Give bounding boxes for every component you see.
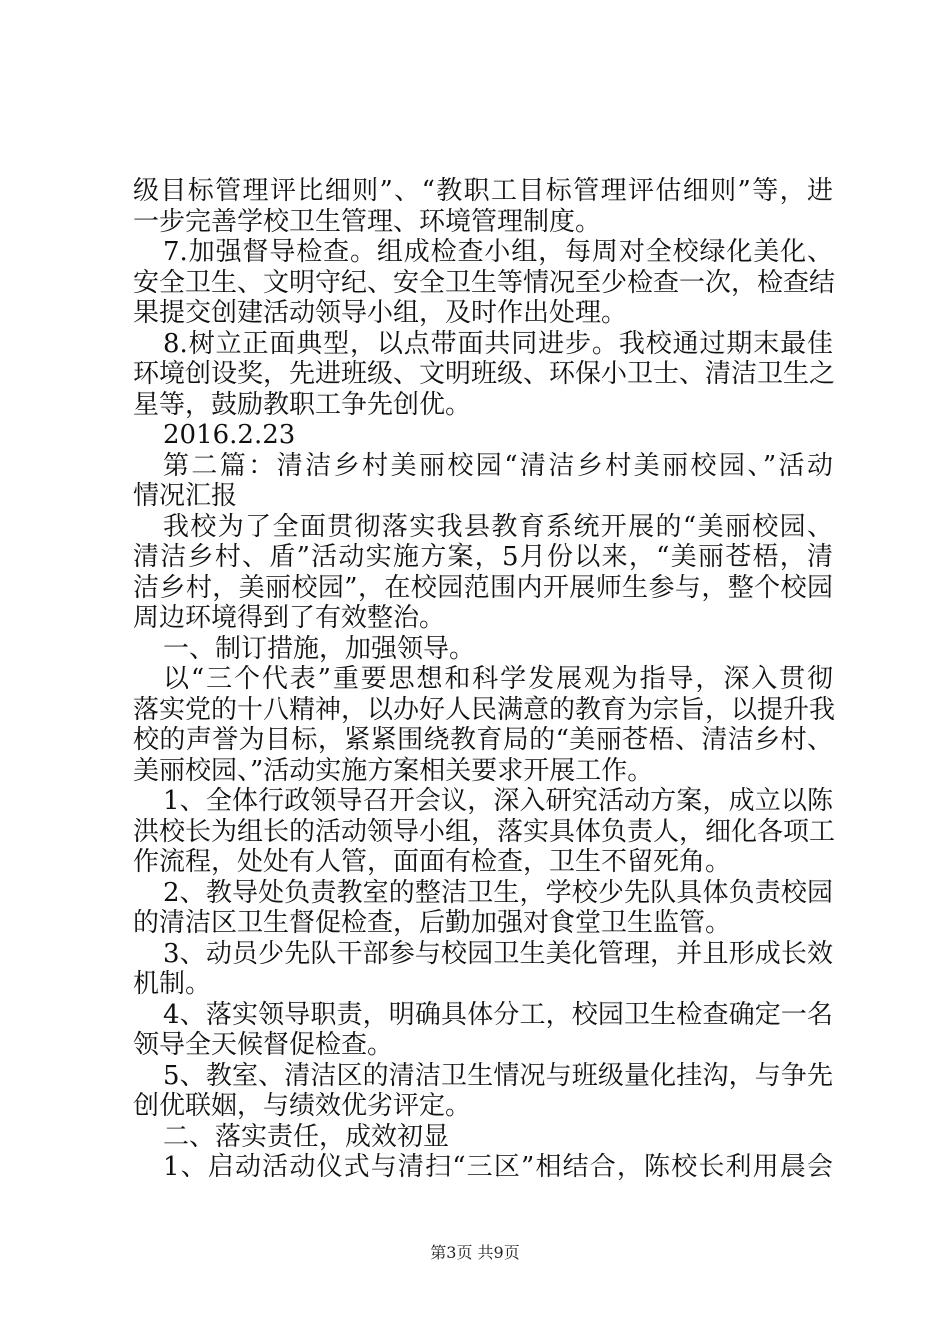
text-line: 作流程，处处有人管，面面有检查，卫生不留死角。 [133, 847, 732, 877]
text-line: 5、教室、清洁区的清洁卫生情况与班级量化挂沟，与争先 [163, 1060, 833, 1091]
text-line: 一步完善学校卫生管理、环境管理制度。 [133, 206, 602, 237]
text-line: 机制。 [133, 969, 212, 999]
page-footer: 第3页 共9页 [430, 1243, 520, 1262]
text-line: 情况汇报 [133, 481, 238, 511]
text-line: 3、动员少先队干部参与校园卫生美化管理，并且形成长效 [163, 938, 833, 969]
text-line: 1、启动活动仪式与清扫“三区”相结合，陈校长利用晨会 [163, 1152, 833, 1182]
text-line: 2、教导处负责教室的整洁卫生，学校少先队具体负责校园 [163, 877, 833, 908]
text-line: 创优联姻，与绩效优劣评定。 [133, 1091, 472, 1121]
text-line: 7.加强督导检查。组成检查小组，每周对全校绿化美化、 [163, 237, 833, 267]
text-line: 安全卫生、文明守纪、安全卫生等情况至少检查一次，检查结 [133, 267, 836, 298]
text-line: 洪校长为组长的活动领导小组，落实具体负责人，细化各项工 [133, 816, 836, 847]
text-line: 领导全天候督促检查。 [133, 1030, 394, 1060]
text-line: 的清洁区卫生督促检查，后勤加强对食堂卫生监管。 [133, 908, 732, 938]
text-line: 洁乡村，美丽校园”，在校园范围内开展师生参与，整个校园 [133, 572, 833, 603]
text-line: 2016.2.23 [163, 420, 296, 450]
text-line: 一、制订措施，加强领导。 [163, 633, 476, 664]
text-line: 4、落实领导职责，明确具体分工，校园卫生检查确定一名 [163, 999, 833, 1030]
document-body [133, 176, 836, 1183]
text-line: 美丽校园、”活动实施方案相关要求开展工作。 [133, 755, 654, 786]
text-line: 周边环境得到了有效整治。 [133, 603, 446, 633]
text-line: 果提交创建活动领导小组，及时作出处理。 [133, 298, 628, 328]
text-line: 级目标管理评比细则”、“教职工目标管理评估细则”等，进 [133, 176, 833, 206]
text-line: 1、全体行政领导召开会议，深入研究活动方案，成立以陈 [163, 786, 833, 816]
text-line: 清洁乡村、盾”活动实施方案，5月份以来，“美丽苍梧，清 [133, 542, 833, 572]
text-line: 二、落实责任，成效初显 [163, 1121, 450, 1152]
text-line: 星等，鼓励教职工争先创优。 [133, 389, 472, 420]
text-line: 8.树立正面典型，以点带面共同进步。我校通过期末最佳 [163, 328, 833, 359]
text-line: 以“三个代表”重要思想和科学发展观为指导，深入贯彻 [163, 664, 833, 694]
text-line: 落实党的十八精神，以办好人民满意的教育为宗旨，以提升我 [133, 694, 836, 725]
text-line: 我校为了全面贯彻落实我县教育系统开展的“美丽校园、 [163, 511, 833, 542]
text-line: 校的声誉为目标，紧紧围绕教育局的“美丽苍梧、清洁乡村、 [133, 725, 833, 755]
text-line: 环境创设奖，先进班级、文明班级、环保小卫士、清洁卫生之 [133, 359, 836, 389]
text-line: 第二篇：清洁乡村美丽校园“清洁乡村美丽校园、”活动 [163, 450, 833, 481]
